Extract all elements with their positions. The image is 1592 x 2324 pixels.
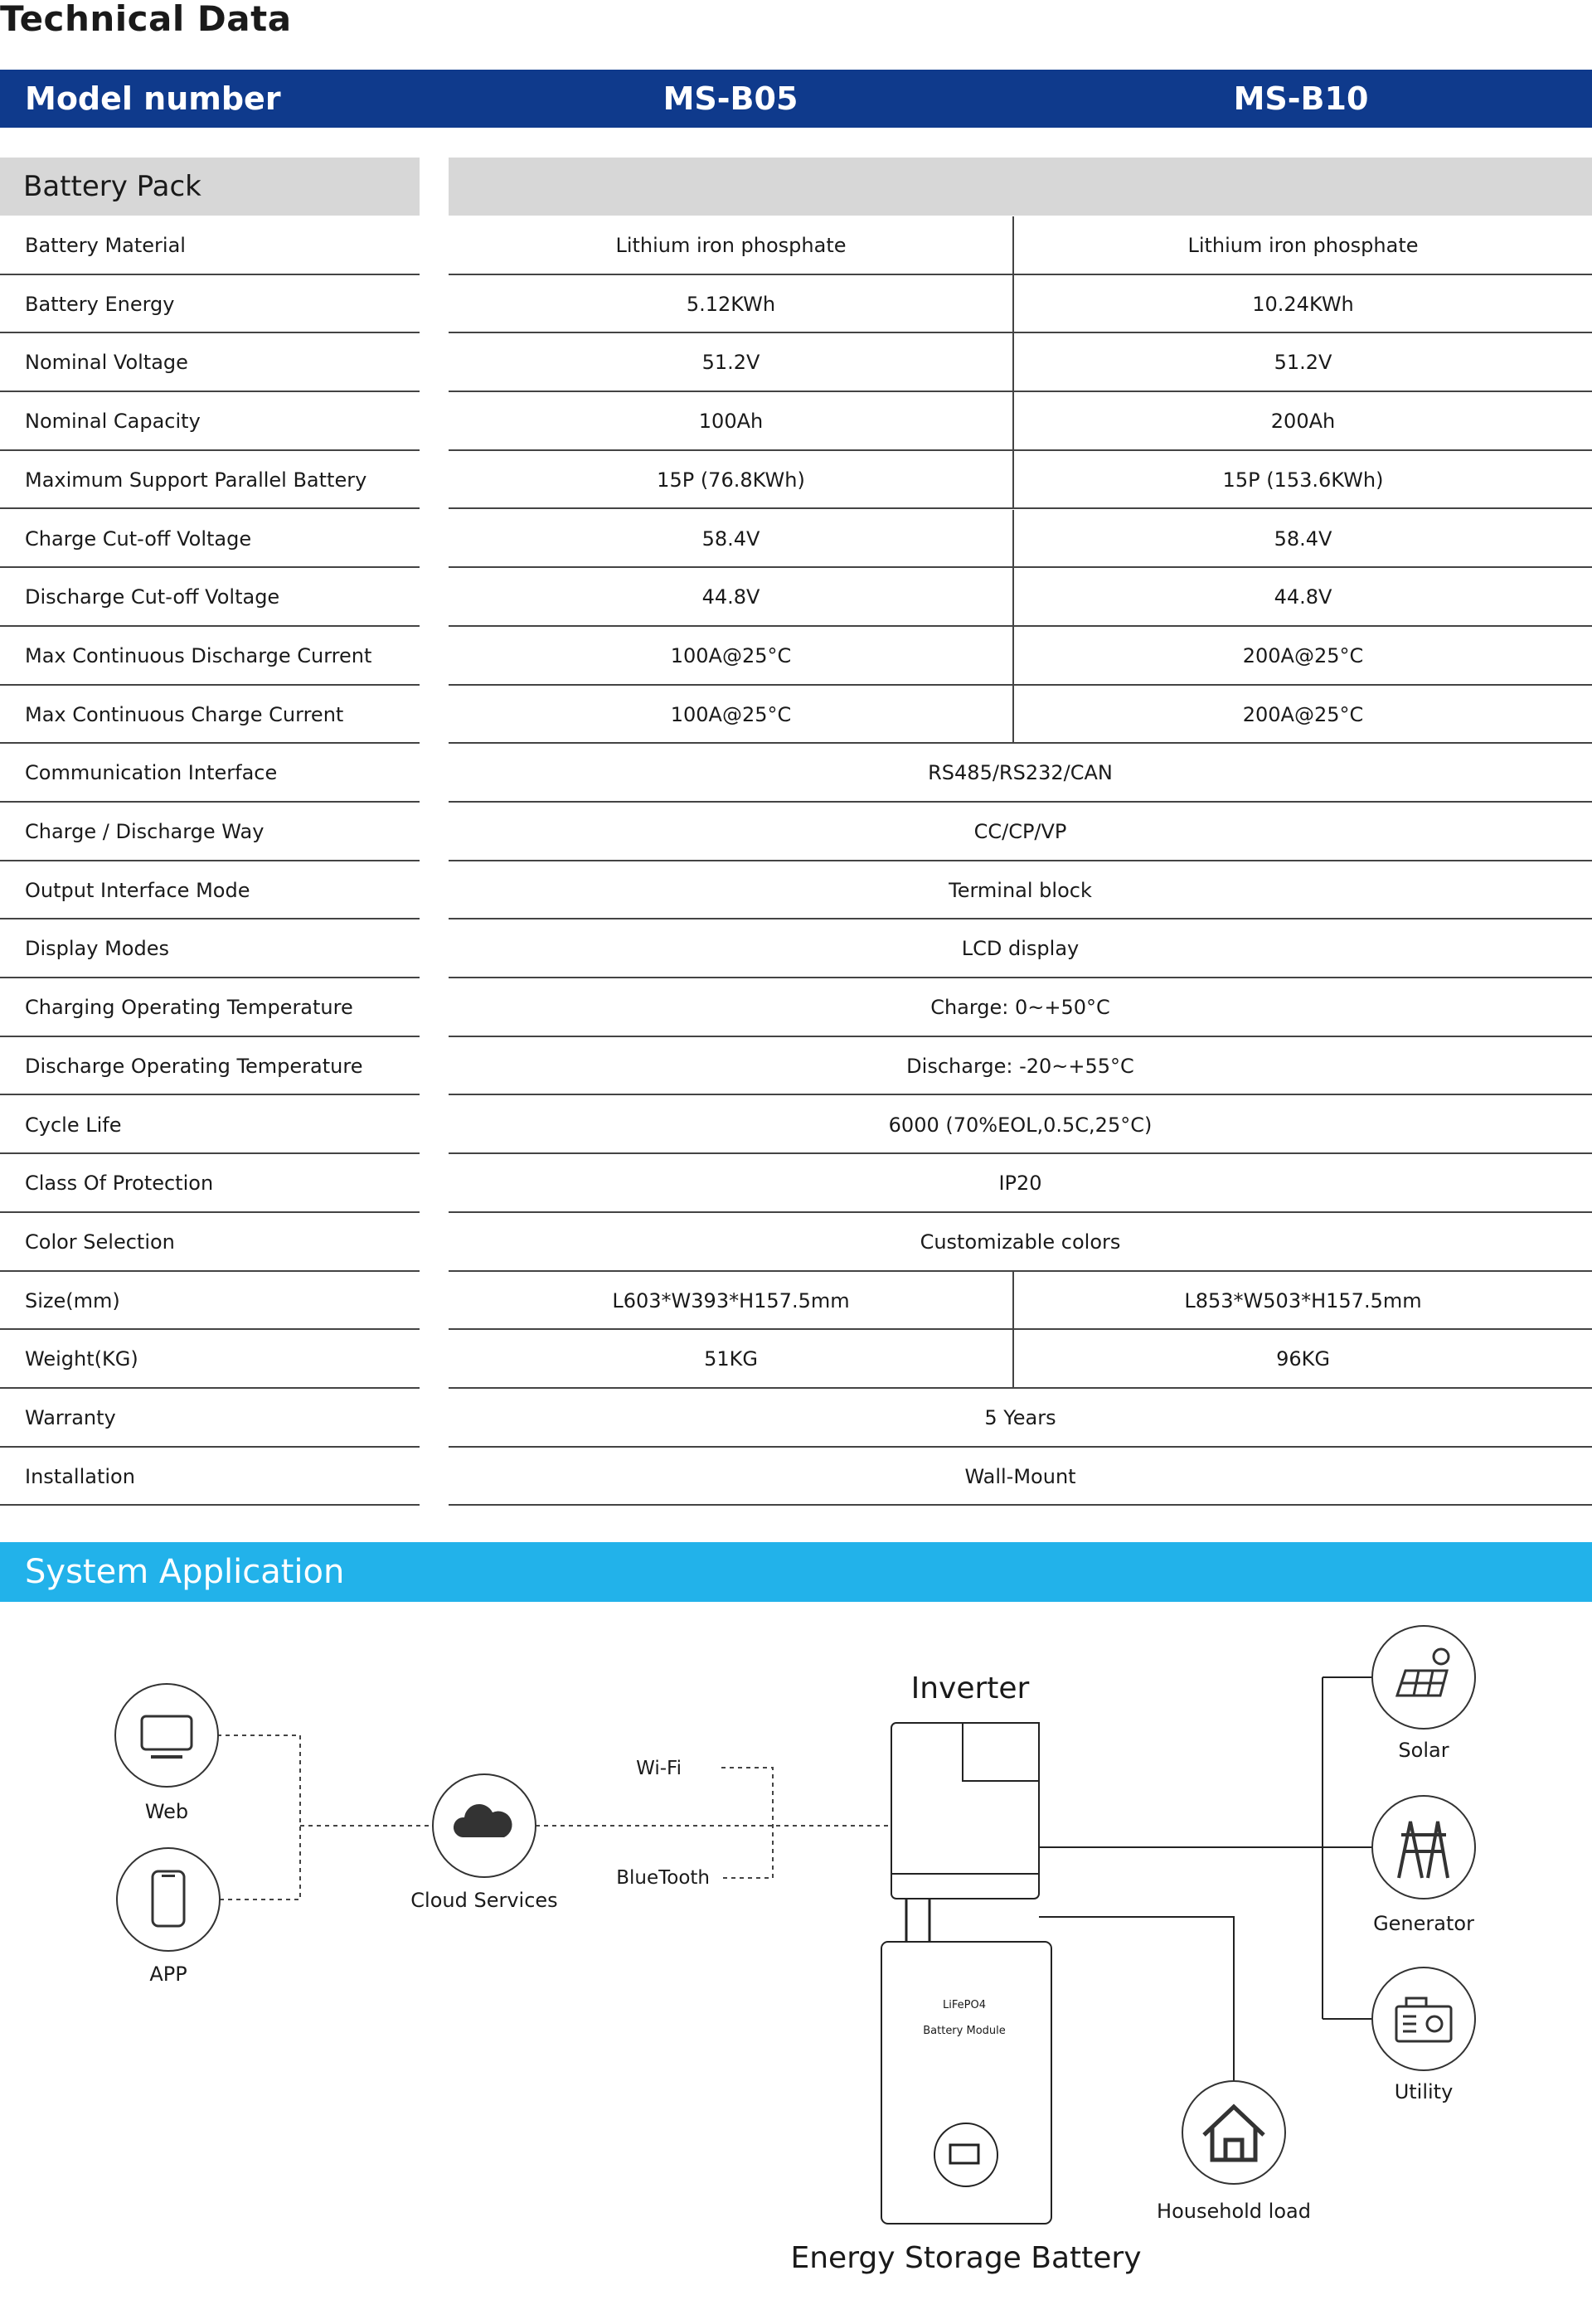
battery-module-label: Battery Module (923, 2025, 1006, 2037)
app-label: APP (149, 1963, 187, 1986)
spec-value-ms-b10: 58.4V (1274, 526, 1332, 551)
web-node (115, 1684, 218, 1823)
spec-value-ms-b05: 100Ah (698, 410, 764, 434)
battery-caption: Energy Storage Battery (790, 2241, 1142, 2275)
cloud-node (410, 1774, 557, 1912)
spec-label: Cycle Life (25, 1113, 122, 1137)
spec-value-ms-b10: 15P (153.6KWh) (1222, 468, 1384, 492)
spec-row (0, 744, 1592, 803)
spec-label: Max Continuous Discharge Current (25, 643, 372, 667)
section-battery-pack (0, 158, 420, 216)
wifi-bluetooth-bracket (721, 1768, 773, 1878)
spec-label: Charge / Discharge Way (25, 820, 265, 843)
spec-label: Communication Interface (25, 761, 278, 785)
spec-row (0, 333, 1592, 392)
spec-value-ms-b10: 51.2V (1274, 351, 1332, 375)
spec-row (0, 451, 1592, 510)
section-header-filler (449, 158, 1592, 216)
spec-row (0, 803, 1592, 861)
household-label: Household load (1157, 2200, 1311, 2223)
web-label: Web (144, 1800, 189, 1823)
spec-row (0, 919, 1592, 978)
spec-row (0, 275, 1592, 334)
app-node (117, 1848, 220, 1986)
spec-label: Class Of Protection (25, 1172, 214, 1196)
spec-label: Charging Operating Temperature (25, 996, 353, 1020)
spec-value: Discharge: -20~+55°C (906, 1054, 1134, 1078)
spec-label: Weight(KG) (25, 1347, 138, 1371)
spec-row (0, 1448, 1592, 1506)
spec-row (0, 1037, 1592, 1096)
spec-label: Installation (25, 1464, 135, 1488)
spec-value: 6000 (70%EOL,0.5C,25°C) (888, 1113, 1153, 1137)
spec-value-ms-b05: 58.4V (701, 526, 760, 551)
inverter-unit (891, 1671, 1039, 1899)
solar-label: Solar (1398, 1739, 1449, 1762)
spec-value-ms-b05: 5.12KWh (686, 292, 776, 316)
spec-row (0, 627, 1592, 686)
model-number-label: Model number (25, 80, 281, 117)
battery-type-label: LiFePO4 (943, 1999, 986, 2011)
spec-row (0, 1096, 1592, 1155)
row-divider (0, 1504, 420, 1506)
spec-value-ms-b05: 51.2V (701, 351, 760, 375)
spec-value-ms-b10: 44.8V (1274, 585, 1332, 609)
spec-value-ms-b05: 100A@25°C (670, 702, 792, 726)
spec-label: Maximum Support Parallel Battery (25, 468, 367, 492)
spec-value-ms-b10: 200A@25°C (1242, 702, 1364, 726)
spec-value-ms-b10: Lithium iron phosphate (1187, 234, 1419, 257)
inverter-label: Inverter (910, 1671, 1030, 1705)
spec-value: Charge: 0~+50°C (930, 996, 1110, 1020)
model-number-header (0, 70, 1592, 128)
wifi-label: Wi-Fi (636, 1758, 682, 1779)
generator-node (1372, 1796, 1475, 1935)
battery-unit (790, 1942, 1141, 2275)
spec-label: Display Modes (25, 937, 169, 961)
spec-value-ms-b05: 51KG (704, 1347, 758, 1371)
spec-row (0, 1389, 1592, 1448)
web-app-link (217, 1735, 300, 1899)
spec-value: IP20 (998, 1172, 1042, 1196)
spec-label: Discharge Cut-off Voltage (25, 585, 280, 609)
spec-label: Battery Energy (25, 292, 175, 316)
spec-row (0, 686, 1592, 745)
model-ms-b05: MS-B05 (663, 80, 798, 117)
spec-row (0, 568, 1592, 627)
spec-value: Terminal block (949, 878, 1092, 902)
spec-label: Max Continuous Charge Current (25, 702, 344, 726)
spec-value: CC/CP/VP (973, 820, 1067, 843)
spec-label: Warranty (25, 1406, 116, 1429)
household-node (1157, 2081, 1311, 2223)
spec-value: RS485/RS232/CAN (928, 761, 1113, 785)
spec-value-ms-b05: 100A@25°C (670, 643, 792, 667)
spec-value: 5 Years (984, 1406, 1056, 1429)
spec-row (0, 1213, 1592, 1272)
spec-row (0, 1272, 1592, 1331)
spec-row (0, 510, 1592, 569)
spec-row (0, 861, 1592, 920)
page-title: Technical Data (0, 0, 292, 39)
spec-row (0, 392, 1592, 451)
spec-label: Nominal Capacity (25, 410, 201, 434)
spec-label: Discharge Operating Temperature (25, 1054, 363, 1078)
row-divider (449, 1504, 1592, 1506)
spec-value: Customizable colors (920, 1230, 1121, 1254)
spec-value-ms-b10: 10.24KWh (1252, 292, 1354, 316)
system-application-header (0, 1542, 1592, 1602)
spec-value-ms-b05: 44.8V (701, 585, 760, 609)
cloud-label: Cloud Services (410, 1889, 558, 1912)
spec-value-ms-b10: 200A@25°C (1242, 643, 1364, 667)
spec-row (0, 1154, 1592, 1213)
generator-label: Generator (1373, 1912, 1474, 1935)
bluetooth-label: BlueTooth (616, 1867, 710, 1889)
system-application-title: System Application (25, 1553, 345, 1591)
spec-value: LCD display (961, 937, 1080, 961)
spec-label: Charge Cut-off Voltage (25, 526, 252, 551)
spec-label: Color Selection (25, 1230, 175, 1254)
spec-value-ms-b10: L853*W503*H157.5mm (1184, 1288, 1422, 1312)
spec-row (0, 1330, 1592, 1389)
utility-label: Utility (1394, 2080, 1454, 2103)
utility-node (1372, 1967, 1475, 2103)
model-ms-b10: MS-B10 (1233, 80, 1369, 117)
spec-value-ms-b05: Lithium iron phosphate (615, 234, 847, 257)
spec-label: Output Interface Mode (25, 878, 250, 902)
spec-row (0, 978, 1592, 1037)
spec-label: Battery Material (25, 234, 186, 257)
section-label: Battery Pack (23, 170, 201, 203)
system-diagram (0, 1604, 1592, 2324)
solar-node (1372, 1626, 1475, 1762)
spec-label: Size(mm) (25, 1288, 120, 1312)
spec-value-ms-b05: L603*W393*H157.5mm (612, 1288, 850, 1312)
spec-row (0, 216, 1592, 275)
spec-value-ms-b10: 200Ah (1270, 410, 1336, 434)
spec-label: Nominal Voltage (25, 351, 188, 375)
spec-value-ms-b10: 96KG (1276, 1347, 1330, 1371)
household-line (1039, 1917, 1234, 2081)
spec-value: Wall-Mount (964, 1464, 1076, 1488)
spec-value-ms-b05: 15P (76.8KWh) (657, 468, 805, 492)
